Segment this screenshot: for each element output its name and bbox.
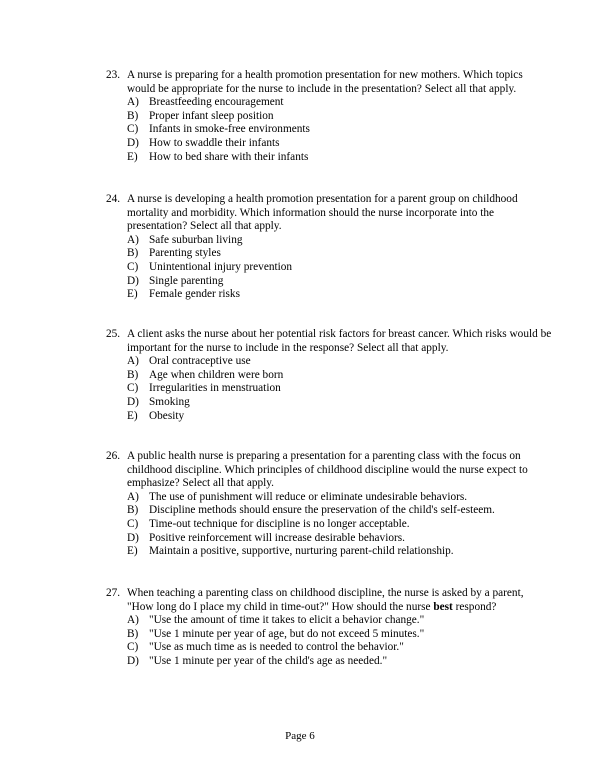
option-text: Obesity [149,409,185,422]
option-text: Oral contraceptive use [149,355,251,368]
option-text: How to bed share with their infants [149,150,309,163]
answer-option [106,261,552,275]
answer-option [106,545,552,559]
option-text: Female gender risks [149,288,240,301]
option-letter: C) [127,382,139,395]
answer-option [106,275,552,289]
answer-option [106,234,552,248]
option-text: Positive reinforcement will increase desirable behaviors. [149,531,405,544]
emphasized-word: best [433,600,453,613]
answer-option [106,504,552,518]
question-number: 24. [106,193,121,205]
option-text: "Use the amount of time it takes to elicit a behavior change." [149,614,425,627]
answer-option [106,369,552,383]
answer-option [106,151,552,165]
option-text: Irregularities in menstruation [149,382,281,395]
option-letter: D) [127,654,139,667]
option-letter: B) [127,109,139,122]
option-letter: A) [127,614,139,627]
option-letter: B) [127,247,139,260]
option-letter: B) [127,627,139,640]
answer-option [106,96,552,110]
question-24 [106,193,552,302]
question-26 [106,450,552,559]
option-text: "Use 1 minute per year of age, but do not exceed 5 minutes." [149,627,425,640]
option-text: Breastfeeding encouragement [149,96,284,109]
option-letter: D) [127,395,139,408]
question-stem: A client asks the nurse about her potential risk factors for breast cancer. Which risks would be important for the nurse to include in the response? Select all that apply. [127,328,552,354]
option-text: Age when children were born [149,368,284,381]
option-letter: C) [127,641,139,654]
option-letter: B) [127,368,139,381]
question-25 [106,328,552,423]
option-letter: D) [127,274,139,287]
option-letter: C) [127,123,139,136]
answer-option [106,382,552,396]
question-27 [106,587,552,669]
option-text: "Use 1 minute per year of the child's age as needed." [149,654,388,667]
option-text: How to swaddle their infants [149,136,280,149]
option-letter: E) [127,288,138,301]
answer-option [106,628,552,642]
answer-option [106,137,552,151]
question-number: 26. [106,450,121,462]
option-letter: D) [127,136,139,149]
question-23 [106,69,552,164]
option-text: Discipline methods should ensure the preservation of the child's self-esteem. [149,504,495,517]
answer-option [106,396,552,410]
option-letter: C) [127,260,139,273]
question-stem [127,587,552,614]
option-letter: E) [127,409,138,422]
question-number: 27. [106,587,121,599]
answer-option [106,247,552,261]
option-text: Proper infant sleep position [149,109,274,122]
option-letter: A) [127,490,139,503]
answer-option [106,614,552,628]
answer-option [106,288,552,302]
option-text: Parenting styles [149,247,221,260]
option-text: Maintain a positive, supportive, nurturing parent-child relationship. [149,545,454,558]
question-stem-end: respond? [452,600,497,613]
question-stem-text: When teaching a parenting class on childhood discipline, the nurse is asked by a parent, "How long do I place my child in time-out?" How should the nurse [127,587,524,613]
page-number: Page 6 [285,730,315,742]
answer-option [106,532,552,546]
option-text: Infants in smoke-free environments [149,123,310,136]
option-text: The use of punishment will reduce or eliminate undesirable behaviors. [149,490,468,503]
question-number: 23. [106,69,121,81]
option-text: Single parenting [149,274,224,287]
option-text: "Use as much time as is needed to control the behavior." [149,641,404,654]
question-stem: A nurse is preparing for a health promotion presentation for new mothers. Which topics would be appropriate for the nurse to include in the presentation? Select all that apply. [127,69,523,95]
answer-option [106,655,552,669]
question-number: 25. [106,328,121,340]
option-letter: E) [127,545,138,558]
answer-option [106,410,552,424]
answer-option [106,641,552,655]
question-stem: A public health nurse is preparing a presentation for a parenting class with the focus on childhood discipline. Which principles of childhood discipline would the nurse expect to emphasize? Select all that apply. [127,450,528,490]
answer-option [106,110,552,124]
option-text: Unintentional injury prevention [149,260,293,273]
answer-option [106,355,552,369]
answer-option [106,491,552,505]
option-letter: A) [127,355,139,368]
option-text: Safe suburban living [149,233,243,246]
answer-option [106,518,552,532]
option-text: Smoking [149,395,190,408]
option-letter: A) [127,233,139,246]
question-stem: A nurse is developing a health promotion presentation for a parent group on childhood mortality and morbidity. Which information should the nurse incorporate into the presentation? Select all that apply. [127,193,518,233]
option-letter: E) [127,150,138,163]
option-letter: B) [127,504,139,517]
option-letter: D) [127,531,139,544]
option-letter: C) [127,517,139,530]
option-letter: A) [127,96,139,109]
option-text: Time-out technique for discipline is no longer acceptable. [149,517,410,530]
answer-option [106,123,552,137]
